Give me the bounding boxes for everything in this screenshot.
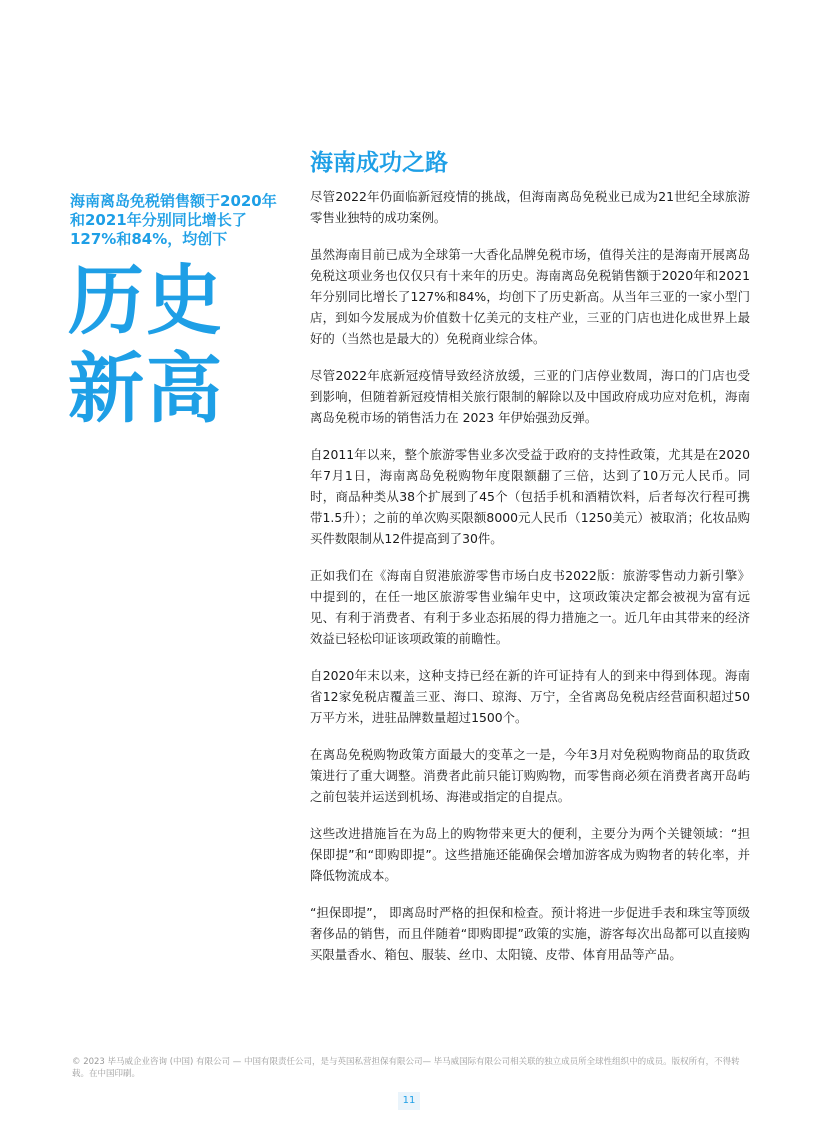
paragraph: 虽然海南目前已成为全球第一大香化品牌免税市场，值得关注的是海南开展离岛免税这项业务也仅仅只有十来年的历史。海南离岛免税销售额于2020年和2021年分别同比增长了127%和84%，均创下了历史新高。从当年三亚的一家小型门店，到如今发展成为价值数十亿美元的支柱产业，三亚的门店也进化成世界上最好的（当然也是最大的）免税商业综合体。	[310, 247, 750, 346]
page-number: 11	[398, 1092, 420, 1110]
paragraph: 自2011年以来，整个旅游零售业多次受益于政府的支持性政策，尤其是在2020年7月1日，海南离岛免税购物年度限额翻了三倍，达到了10万元人民币。同时，商品种类从38个扩展到了45个（包括手机和酒精饮料，后者每次行程可携带1.5升）；之前的单次购买限额8000元人民币（1250美元）被取消；化妆品购买件数限制从12件提高到了30件。	[310, 447, 750, 546]
big-title-line1: 历史	[68, 256, 224, 345]
paragraph: 自2020年末以来，这种支持已经在新的许可证持有人的到来中得到体现。海南省12家免税店覆盖三亚、海口、琼海、万宁，全省离岛免税店经营面积超过50万平方米，进驻品牌数量超过1500个。	[310, 668, 750, 725]
paragraph: 尽管2022年底新冠疫情导致经济放缓，三亚的门店停业数周，海口的门店也受到影响，但随着新冠疫情相关旅行限制的解除以及中国政府成功应对危机，海南离岛免税市场的销售活力在 2023 年伊始强劲反弹。	[310, 368, 750, 425]
big-title-line2: 新高	[68, 344, 224, 433]
paragraph: 尽管2022年仍面临新冠疫情的挑战，但海南离岛免税业已成为21世纪全球旅游零售业独特的成功案例。	[310, 189, 750, 225]
copyright-note: © 2023 毕马威企业咨询 (中国) 有限公司 — 中国有限责任公司，是与英国私营担保有限公司— 毕马威国际有限公司相关联的独立成员所全球性组织中的成员。版权所有，不得转载。在中国印刷。	[72, 1057, 740, 1079]
section-title: 海南成功之路	[310, 150, 448, 176]
sidebar-callout: 海南离岛免税销售额于2020年和2021年分别同比增长了127%和84%，均创下	[70, 192, 277, 248]
main-content	[310, 148, 750, 981]
paragraph: 在离岛免税购物政策方面最大的变革之一是，今年3月对免税购物商品的取货政策进行了重大调整。消费者此前只能订购购物，而零售商必须在消费者离开岛屿之前包装并运送到机场、海港或指定的自提点。	[310, 747, 750, 804]
paragraph: “担保即提”， 即离岛时严格的担保和检查。预计将进一步促进手表和珠宝等顶级奢侈品的销售，而且伴随着“即购即提”政策的实施，游客每次出岛都可以直接购买限量香水、箱包、服装、丝巾、太阳镜、皮带、体育用品等产品。	[310, 905, 750, 962]
paragraph: 正如我们在《海南自贸港旅游零售市场白皮书2022版：旅游零售动力新引擎》中提到的，在任一地区旅游零售业编年史中，这项政策决定都会被视为富有远见、有利于消费者、有利于多业态拓展的得力措施之一。近几年由其带来的经济效益已轻松印证该项政策的前瞻性。	[310, 568, 750, 646]
paragraph: 这些改进措施旨在为岛上的购物带来更大的便利，主要分为两个关键领域：“担保即提”和“即购即提”。这些措施还能确保会增加游客成为购物者的转化率，并降低物流成本。	[310, 826, 750, 883]
